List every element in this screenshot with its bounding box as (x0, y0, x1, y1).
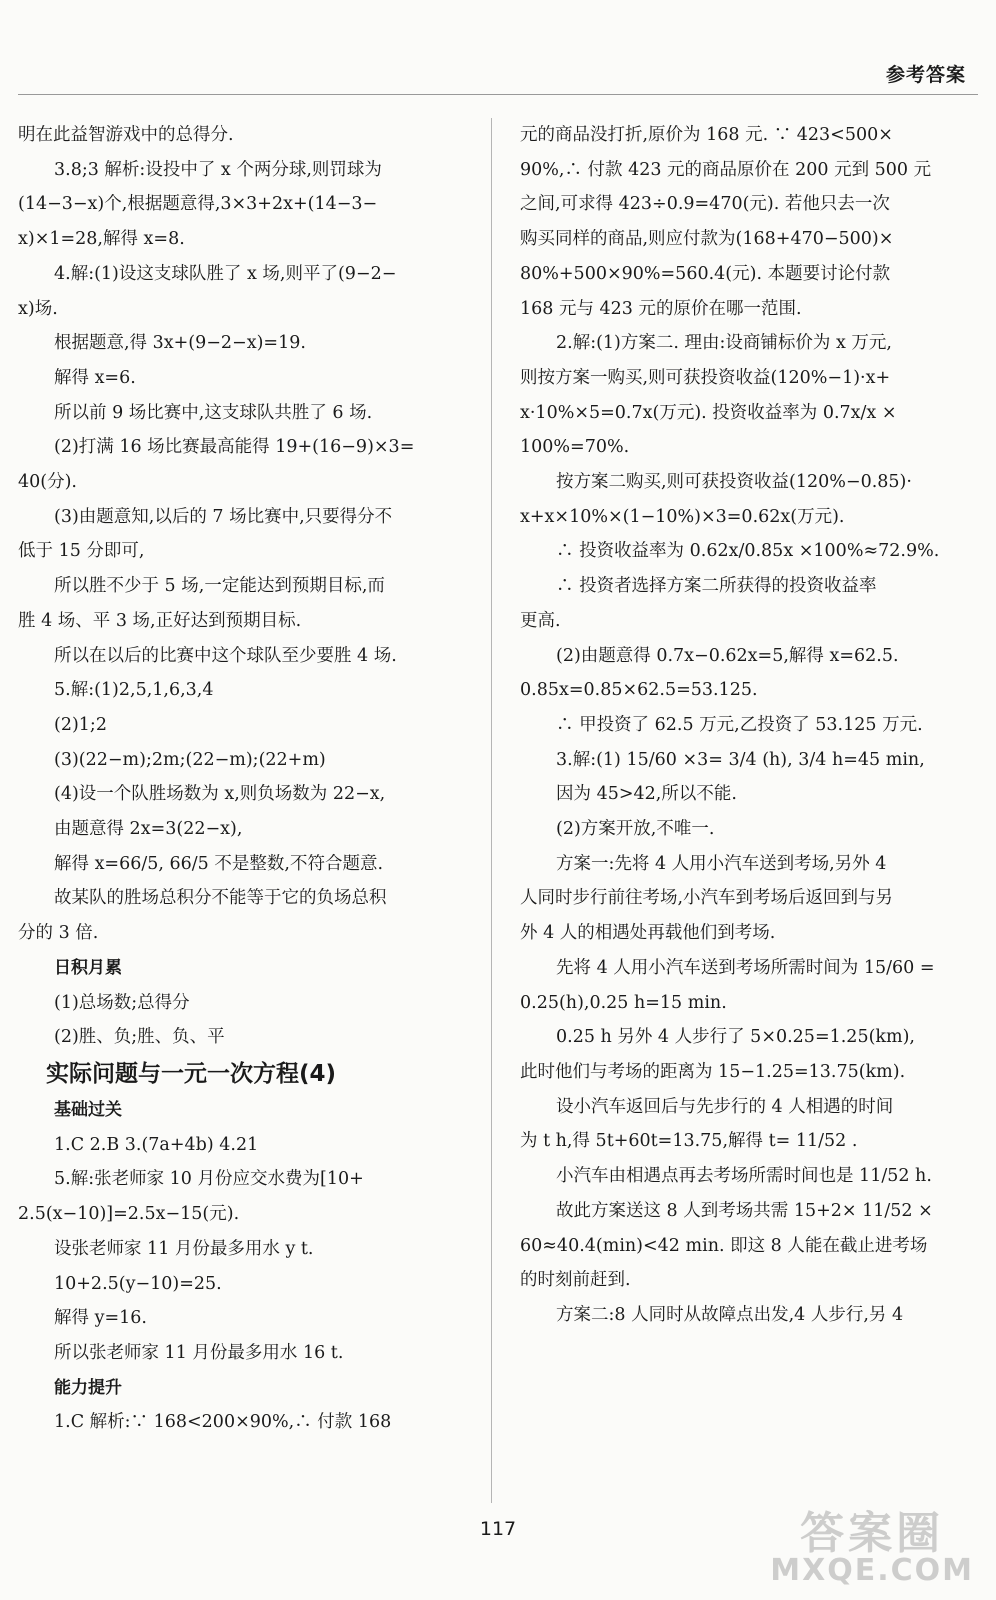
text-line: 设小汽车返回后与先步行的 4 人相遇的时间 (556, 1096, 894, 1117)
text-line: x)场. (18, 298, 58, 319)
text-line: 2.5(x−10)]=2.5x−15(元). (18, 1204, 240, 1225)
text-line: ∴ 投资者选择方案二所获得的投资收益率 (556, 576, 877, 597)
text-line: 购买同样的商品,则应付款为(168+470−500)× (520, 229, 894, 250)
text-line: 方案一:先将 4 人用小汽车送到考场,另外 4 (556, 853, 887, 874)
section-heading: 能力提升 (54, 1377, 122, 1398)
left-column (18, 118, 464, 1440)
section-heading: 基础过关 (54, 1099, 122, 1120)
text-line: 人同时步行前往考场,小汽车到考场后返回到与另 (520, 888, 894, 909)
text-line: 胜 4 场、平 3 场,正好达到预期目标. (18, 610, 302, 631)
text-line: (3)(22−m);2m;(22−m);(22+m) (54, 749, 326, 770)
text-line: 所以胜不少于 5 场,一定能达到预期目标,而 (54, 576, 385, 597)
text-line: x)×1=28,解得 x=8. (18, 229, 185, 250)
watermark-bottom-text: MXQE.COM (770, 1553, 974, 1588)
section-heading: 日积月累 (54, 957, 122, 978)
column-divider (491, 118, 492, 1503)
text-line: 按方案二购买,则可获投资收益(120%−0.85)· (556, 472, 912, 493)
text-line: 因为 45>42,所以不能. (556, 784, 737, 805)
text-line: 更高. (520, 610, 561, 631)
text-line: 80%+500×90%=560.4(元). 本题要讨论付款 (520, 263, 891, 284)
text-line: 由题意得 2x=3(22−x), (54, 819, 243, 840)
text-line: 先将 4 人用小汽车送到考场所需时间为 15/60 = (556, 957, 935, 978)
text-line: (2)打满 16 场比赛最高能得 19+(16−9)×3= (54, 437, 415, 458)
text-line: 0.25(h),0.25 h=15 min. (520, 992, 727, 1013)
text-line: 为 t h,得 5t+60t=13.75,解得 t= 11/52 . (520, 1131, 858, 1152)
text-line: 5.解:(1)2,5,1,6,3,4 (54, 680, 214, 701)
text-line: (2)由题意得 0.7x−0.62x=5,解得 x=62.5. (556, 645, 899, 666)
text-line: 明在此益智游戏中的总得分. (18, 125, 234, 145)
page-header-title: 参考答案 (885, 64, 966, 86)
right-column (520, 118, 980, 1333)
text-line: (2)方案开放,不唯一. (556, 819, 715, 840)
text-line: 4.解:(1)设这支球队胜了 x 场,则平了(9−2− (54, 263, 397, 284)
section-title: 实际问题与一元一次方程(4) (46, 1060, 337, 1087)
text-line: 解得 x=66/5, 66/5 不是整数,不符合题意. (54, 853, 384, 874)
watermark-logo (770, 1508, 974, 1588)
text-line: 的时刻前赶到. (520, 1270, 631, 1291)
watermark-top-text: 答案圈 (800, 1508, 945, 1559)
text-line: 之间,可求得 423÷0.9=470(元). 若他只去一次 (520, 194, 890, 215)
text-line: (2)1;2 (54, 714, 107, 735)
text-line: 90%,∴ 付款 423 元的商品原价在 200 元到 500 元 (520, 159, 932, 180)
text-line: 3.解:(1) 15/60 ×3= 3/4 (h), 3/4 h=45 min, (556, 749, 925, 770)
text-line: 此时他们与考场的距离为 15−1.25=13.75(km). (520, 1061, 906, 1082)
text-line: 所以在以后的比赛中这个球队至少要胜 4 场. (54, 645, 397, 666)
text-line: ∴ 甲投资了 62.5 万元,乙投资了 53.125 万元. (556, 714, 923, 735)
text-line: 3.8;3 解析:设投中了 x 个两分球,则罚球为 (54, 159, 382, 180)
text-line: 外 4 人的相遇处再载他们到考场. (520, 923, 776, 944)
text-line: 方案二:8 人同时从故障点出发,4 人步行,另 4 (556, 1304, 904, 1325)
text-line: 5.解:张老师家 10 月份应交水费为[10+ (54, 1169, 364, 1190)
text-line: 小汽车由相遇点再去考场所需时间也是 11/52 h. (556, 1166, 932, 1187)
text-line: 分的 3 倍. (18, 923, 99, 944)
text-line: 10+2.5(y−10)=25. (54, 1273, 222, 1294)
text-line: x+x×10%×(1−10%)×3=0.62x(万元). (520, 506, 845, 527)
text-line: 则按方案一购买,则可获投资收益(120%−1)·x+ (520, 367, 891, 388)
header-rule (18, 94, 978, 95)
text-line: 100%=70%. (520, 437, 630, 458)
text-line: 60≈40.4(min)<42 min. 即这 8 人能在截止进考场 (520, 1235, 928, 1256)
text-line: 根据题意,得 3x+(9−2−x)=19. (54, 333, 306, 354)
text-line: 40(分). (18, 472, 77, 493)
text-line: 所以张老师家 11 月份最多用水 16 t. (54, 1342, 344, 1363)
text-line: 1.C 2.B 3.(7a+4b) 4.21 (54, 1134, 259, 1155)
text-line: 解得 x=6. (54, 367, 136, 388)
text-line: 解得 y=16. (54, 1308, 147, 1329)
text-line: (4)设一个队胜场数为 x,则负场数为 22−x, (54, 784, 386, 805)
text-line: ∴ 投资收益率为 0.62x/0.85x ×100%≈72.9%. (556, 541, 940, 562)
text-line: (14−3−x)个,根据题意得,3×3+2x+(14−3− (18, 194, 378, 215)
text-line: 故此方案送这 8 人到考场共需 15+2× 11/52 × (556, 1200, 933, 1221)
page-number: 117 (479, 1518, 517, 1540)
text-line: 1.C 解析:∵ 168<200×90%,∴ 付款 168 (54, 1412, 392, 1433)
text-line: 设张老师家 11 月份最多用水 y t. (54, 1238, 314, 1259)
text-line: 所以前 9 场比赛中,这支球队共胜了 6 场. (54, 402, 373, 423)
text-line: 故某队的胜场总积分不能等于它的负场总积 (54, 888, 387, 909)
text-line: (1)总场数;总得分 (54, 992, 190, 1013)
text-line: 2.解:(1)方案二. 理由:设商铺标价为 x 万元, (556, 333, 892, 354)
text-line: 0.85x=0.85×62.5=53.125. (520, 680, 758, 701)
text-line: 元的商品没打折,原价为 168 元. ∵ 423<500× (520, 125, 893, 145)
text-line: 168 元与 423 元的原价在哪一范围. (520, 298, 802, 319)
text-line: 低于 15 分即可, (18, 541, 145, 562)
text-line: 0.25 h 另外 4 人步行了 5×0.25=1.25(km), (556, 1027, 915, 1048)
text-line: (3)由题意知,以后的 7 场比赛中,只要得分不 (54, 506, 393, 527)
text-line: (2)胜、负;胜、负、平 (54, 1027, 225, 1048)
text-line: x·10%×5=0.7x(万元). 投资收益率为 0.7x/x × (520, 402, 897, 423)
